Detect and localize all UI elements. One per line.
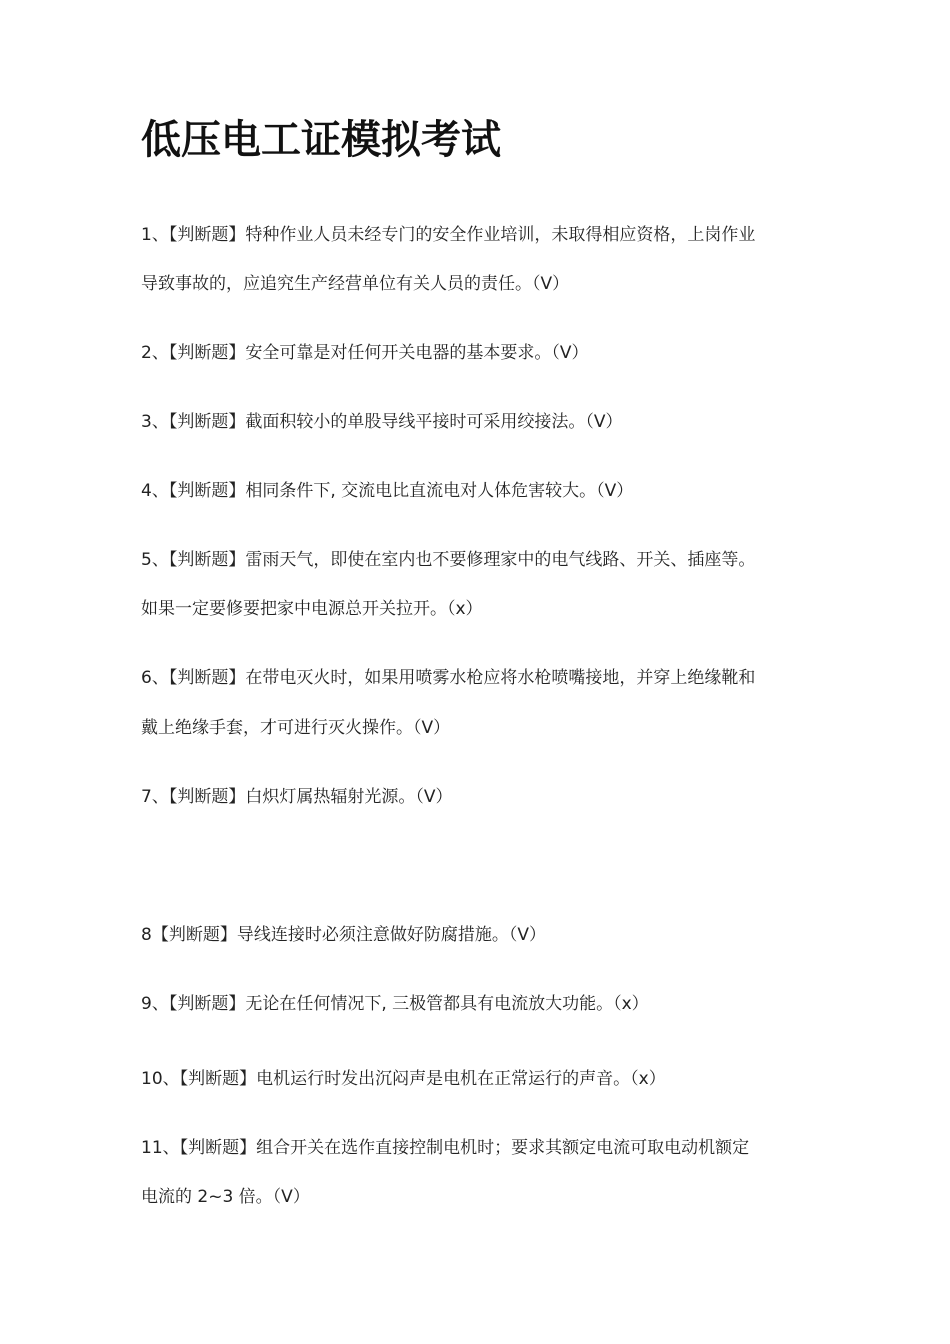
question-2-line-1: 2、【判断题】安全可靠是对任何开关电器的基本要求。（V） [141,343,589,363]
question-1-line-1: 1、【判断题】特种作业人员未经专门的安全作业培训，未取得相应资格，上岗作业 [141,225,756,245]
question-6-line-2: 戴上绝缘手套，才可进行灭火操作。（V） [141,718,451,738]
question-8-line-1: 8【判断题】导线连接时必须注意做好防腐措施。（V） [141,925,546,945]
question-11-line-2: 电流的 2~3 倍。（V） [141,1187,310,1207]
question-9-line-1: 9、【判断题】无论在任何情况下, 三极管都具有电流放大功能。（x） [141,994,649,1014]
question-11-line-1: 11、【判断题】组合开关在选作直接控制电机时；要求其额定电流可取电动机额定 [141,1138,750,1158]
question-5-line-1: 5、【判断题】雷雨天气，即使在室内也不要修理家中的电气线路、开关、插座等。 [141,550,756,570]
question-1-line-2: 导致事故的，应追究生产经营单位有关人员的责任。（V） [141,274,570,294]
question-3-line-1: 3、【判断题】截面积较小的单股导线平接时可采用绞接法。（V） [141,412,623,432]
question-4-line-1: 4、【判断题】相同条件下, 交流电比直流电对人体危害较大。（V） [141,481,634,501]
question-6-line-1: 6、【判断题】在带电灭火时，如果用喷雾水枪应将水枪喷嘴接地，并穿上绝缘靴和 [141,668,756,688]
question-7-line-1: 7、【判断题】白炽灯属热辐射光源。（V） [141,787,453,807]
page-title: 低压电工证模拟考试 [141,117,501,163]
question-10-line-1: 10、【判断题】电机运行时发出沉闷声是电机在正常运行的声音。（x） [141,1069,666,1089]
question-5-line-2: 如果一定要修要把家中电源总开关拉开。（x） [141,599,483,619]
